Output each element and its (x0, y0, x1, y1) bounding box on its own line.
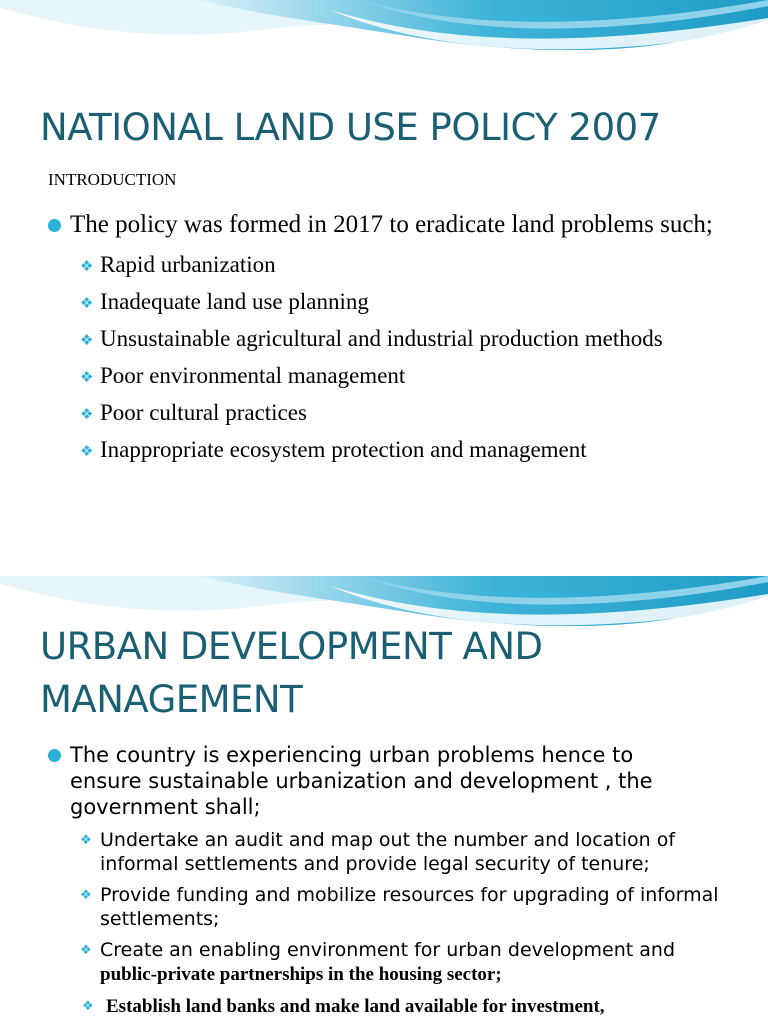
slide-title (40, 620, 543, 726)
diamond-bullet-icon: ❖ (80, 888, 92, 903)
title-line-1: URBAN DEVELOPMENT AND (40, 625, 543, 668)
sub-list-item (0, 324, 700, 354)
sub-list-item (0, 938, 720, 987)
sub-item-text: Inappropriate ecosystem protection and management (100, 437, 587, 462)
bullet-list (0, 742, 768, 1024)
sub-item-text: Poor cultural practices (100, 400, 307, 425)
sub-list-item (0, 883, 720, 931)
sub-list-item (0, 828, 720, 876)
sub-list-item (0, 398, 700, 428)
wave-decoration (0, 0, 768, 80)
sub-list-item (0, 250, 700, 280)
title-line-2: MANAGEMENT (40, 678, 303, 721)
sub-item-text: Provide funding and mobilize resources for upgrading of informal settlements; (100, 884, 719, 930)
bullet-circle-icon (48, 749, 61, 762)
sub-list-item (0, 361, 700, 391)
bullet-list (0, 210, 713, 472)
list-item (0, 210, 713, 240)
diamond-bullet-icon: ❖ (82, 999, 94, 1014)
sub-list-item (0, 287, 700, 317)
slide-subtitle: INTRODUCTION (48, 170, 177, 189)
diamond-bullet-icon: ❖ (80, 294, 94, 312)
sub-item-text-bold: Establish land banks and make land available for investment, (106, 996, 605, 1017)
diamond-bullet-icon: ❖ (80, 442, 94, 460)
list-item (0, 742, 768, 820)
diamond-bullet-icon: ❖ (80, 331, 94, 349)
sub-item-text: Poor environmental management (100, 363, 406, 388)
sub-item-text: Create an enabling environment for urban development and (100, 939, 676, 961)
diamond-bullet-icon: ❖ (80, 405, 94, 423)
sub-item-text-bold: public-private partnerships in the housing sector; (100, 964, 502, 985)
sub-item-text: Inadequate land use planning (100, 289, 369, 314)
diamond-bullet-icon: ❖ (80, 257, 94, 275)
bullet-text: The country is experiencing urban problems hence to ensure sustainable urbanization and development , the government shall; (70, 743, 653, 819)
diamond-bullet-icon: ❖ (80, 833, 92, 848)
diamond-bullet-icon: ❖ (80, 943, 92, 958)
slide-title: NATIONAL LAND USE POLICY 2007 (40, 106, 661, 149)
bullet-text: The policy was formed in 2017 to eradicate land problems such; (70, 211, 713, 238)
bullet-circle-icon (48, 219, 61, 232)
sub-item-text: Undertake an audit and map out the number and location of informal settlements and provide legal security of tenure; (100, 829, 676, 875)
sub-item-text: Rapid urbanization (100, 252, 276, 277)
slide-2 (0, 576, 768, 1024)
sub-list-item (0, 994, 726, 1019)
sub-list-item (0, 435, 700, 465)
sub-item-text: Unsustainable agricultural and industrial production methods (100, 326, 663, 351)
diamond-bullet-icon: ❖ (80, 368, 94, 386)
